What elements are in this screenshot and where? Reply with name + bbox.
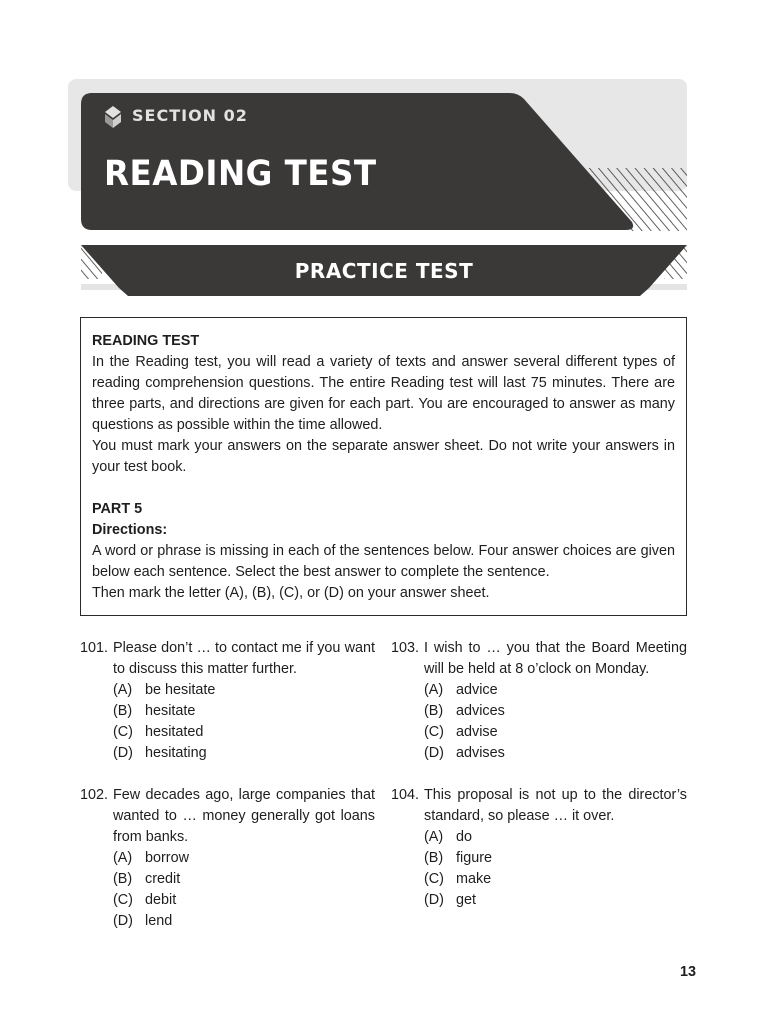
answer-option	[391, 722, 687, 743]
instructions-box	[80, 317, 687, 616]
option-letter: (C)	[113, 724, 133, 740]
directions-heading: Directions:	[92, 522, 168, 538]
option-letter: (A)	[113, 682, 133, 698]
answer-option	[391, 827, 687, 848]
question-stem	[80, 785, 375, 848]
spacer	[92, 478, 675, 499]
answer-option	[80, 722, 375, 743]
option-text: advice	[456, 682, 498, 698]
questions-left-column	[80, 638, 375, 953]
option-letter: (D)	[113, 745, 133, 761]
answer-option	[80, 701, 375, 722]
question-number: 104.	[391, 787, 420, 803]
instructions-paragraph: You must mark your answers on the separate answer sheet. Do not write your answers in your test book.	[92, 438, 675, 475]
option-letter: (B)	[113, 703, 133, 719]
question-number: 103.	[391, 640, 420, 656]
banner-label: PRACTICE TEST	[294, 259, 474, 283]
answer-option	[391, 890, 687, 911]
option-letter: (B)	[424, 850, 444, 866]
option-letter: (A)	[424, 829, 444, 845]
answer-option	[391, 869, 687, 890]
question-number: 101.	[80, 640, 109, 656]
option-letter: (B)	[424, 703, 444, 719]
part-heading: PART 5	[92, 501, 143, 517]
question-stem	[391, 638, 687, 680]
option-letter: (C)	[424, 871, 444, 887]
answer-option	[391, 701, 687, 722]
question-text: Few decades ago, large companies that wanted to … money generally got loans from banks.	[113, 787, 375, 845]
question-stem	[391, 785, 687, 827]
question-text: Please don’t … to contact me if you want to discuss this matter further.	[113, 640, 375, 677]
option-text: figure	[456, 850, 492, 866]
option-letter: (A)	[113, 850, 133, 866]
option-letter: (B)	[113, 871, 133, 887]
diamond-cube-icon	[103, 106, 123, 128]
answer-option	[80, 680, 375, 701]
answer-option	[80, 911, 375, 932]
answer-option	[391, 848, 687, 869]
option-text: lend	[145, 913, 173, 929]
option-letter: (D)	[424, 745, 444, 761]
question-text: I wish to … you that the Board Meeting will be held at 8 o’clock on Monday.	[424, 640, 687, 677]
question-stem	[80, 638, 375, 680]
page-number: 13	[679, 964, 696, 980]
option-letter: (D)	[424, 892, 444, 908]
directions-text: Then mark the letter (A), (B), (C), or (D) on your answer sheet.	[92, 585, 490, 601]
question-item	[80, 785, 375, 932]
answer-option	[391, 743, 687, 764]
option-text: do	[456, 829, 473, 845]
option-letter: (C)	[113, 892, 133, 908]
question-text: This proposal is not up to the director’s standard, so please … it over.	[424, 787, 687, 824]
answer-option	[391, 680, 687, 701]
question-item	[80, 638, 375, 764]
option-letter: (C)	[424, 724, 444, 740]
option-text: advise	[456, 724, 498, 740]
answer-option	[80, 743, 375, 764]
option-letter: (D)	[113, 913, 133, 929]
instructions-heading: READING TEST	[92, 333, 200, 349]
option-text: hesitating	[145, 745, 207, 761]
option-text: credit	[145, 871, 181, 887]
questions-right-column	[391, 638, 687, 932]
option-text: make	[456, 871, 492, 887]
directions-text: A word or phrase is missing in each of the sentences below. Four answer choices are given below each sentence. Select the best answer to complete the sentence.	[92, 543, 675, 580]
option-text: advises	[456, 745, 505, 761]
option-text: advices	[456, 703, 505, 719]
option-text: be hesitate	[145, 682, 216, 698]
option-text: hesitated	[145, 724, 204, 740]
question-item	[391, 785, 687, 911]
option-text: debit	[145, 892, 177, 908]
instructions-paragraph: In the Reading test, you will read a variety of texts and answer several different types of reading comprehension questions. The entire Reading test will last 75 minutes. There are three parts, and directions are given for each part. You are encouraged to answer as many questions as possible within the time allowed.	[92, 354, 675, 433]
answer-option	[80, 848, 375, 869]
question-item	[391, 638, 687, 764]
answer-option	[80, 890, 375, 911]
question-number: 102.	[80, 787, 109, 803]
option-text: hesitate	[145, 703, 196, 719]
option-text: borrow	[145, 850, 189, 866]
option-letter: (A)	[424, 682, 444, 698]
answer-option	[80, 869, 375, 890]
page-title: READING TEST	[104, 154, 377, 194]
section-label: SECTION 02	[132, 106, 248, 125]
option-text: get	[456, 892, 477, 908]
